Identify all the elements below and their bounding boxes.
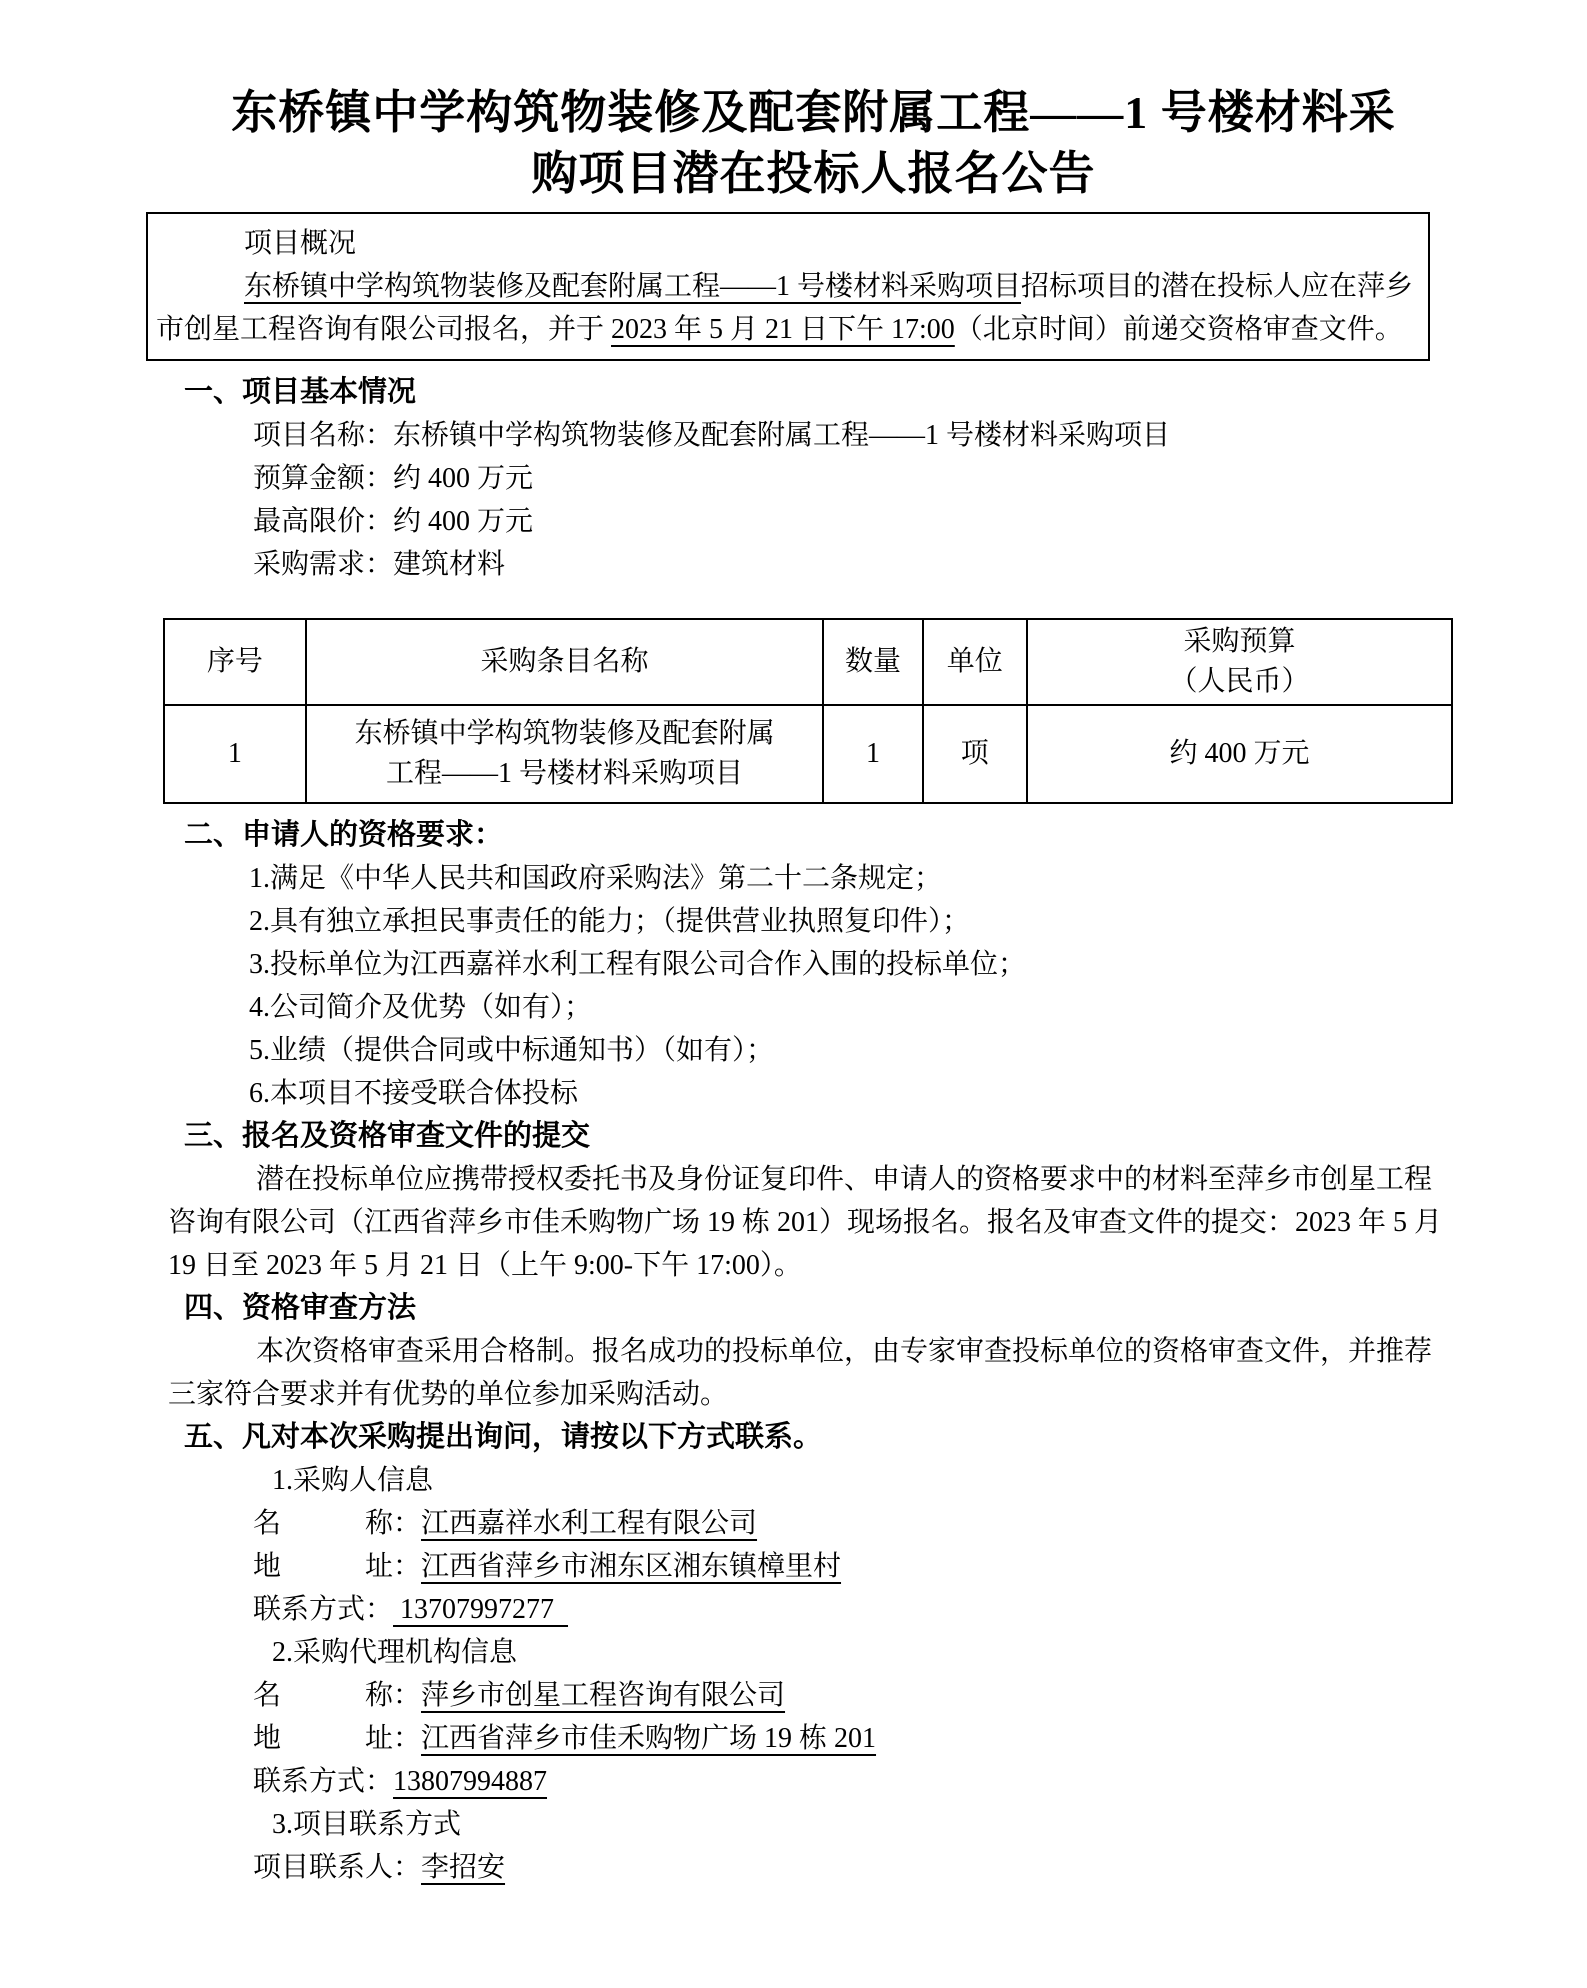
project-contact-person-label: 项目联系人： bbox=[253, 1852, 422, 1883]
section-3-paragraph: 潜在投标单位应携带授权委托书及身份证复印件、申请人的资格要求中的材料至萍乡市创星工程咨询有限公司（江西省萍乡市佳禾购物广场 19 栋 201）现场报名。报名及审查文件的提交：2023 年 5 月 19 日至 2023 年 5 月 21 日（上午 9:00-下午 17:00）。 bbox=[168, 1164, 1443, 1281]
agency-name-value: 萍乡市创星工程咨询有限公司 bbox=[421, 1680, 786, 1711]
purchaser-address-line bbox=[253, 1545, 1459, 1588]
agency-name-label: 名 称： bbox=[253, 1680, 422, 1711]
header-serial-number: 序号 bbox=[164, 619, 306, 705]
agency-phone-label: 联系方式： bbox=[253, 1766, 394, 1797]
header-budget-line1: 采购预算 bbox=[1183, 626, 1296, 657]
overview-deadline: 2023 年 5 月 21 日下午 17:00 bbox=[611, 314, 955, 345]
overview-middle-text: 招标项目的潜在投标人应在萍乡市创星工程咨询有限公司报名，并于 bbox=[156, 271, 1414, 345]
purchaser-phone-label: 联系方式： bbox=[253, 1594, 394, 1625]
field-project-name: 项目名称：东桥镇中学构筑物装修及配套附属工程——1 号楼材料采购项目 bbox=[253, 420, 1171, 451]
cell-serial-number: 1 bbox=[164, 705, 306, 803]
header-budget-line2: （人民币） bbox=[1169, 666, 1310, 697]
purchaser-address-value: 江西省萍乡市湘东区湘东镇樟里村 bbox=[421, 1551, 842, 1582]
agency-address-line bbox=[253, 1717, 1459, 1760]
requirement-item-4: 4.公司简介及优势（如有）； bbox=[249, 992, 593, 1023]
field-procurement-demand: 采购需求：建筑材料 bbox=[253, 549, 506, 580]
field-budget-amount: 预算金额：约 400 万元 bbox=[253, 463, 534, 494]
section-1-heading: 一、项目基本情况 bbox=[184, 376, 417, 408]
page-title: 东桥镇中学构筑物装修及配套附属工程——1 号楼材料采购项目潜在投标人报名公告 bbox=[231, 87, 1396, 199]
project-contact-label: 3.项目联系方式 bbox=[272, 1809, 462, 1840]
purchaser-phone-line bbox=[253, 1588, 1459, 1631]
cell-budget: 约 400 万元 bbox=[1027, 705, 1452, 803]
cell-quantity: 1 bbox=[823, 705, 922, 803]
header-item-name: 采购条目名称 bbox=[306, 619, 824, 705]
purchaser-name-value: 江西嘉祥水利工程有限公司 bbox=[421, 1508, 758, 1539]
agency-address-value: 江西省萍乡市佳禾购物广场 19 栋 201 bbox=[421, 1723, 877, 1754]
table-row bbox=[164, 705, 1452, 803]
table-header-row bbox=[164, 619, 1452, 705]
purchaser-info-label: 1.采购人信息 bbox=[272, 1465, 434, 1496]
section-3-heading: 三、报名及资格审查文件的提交 bbox=[184, 1120, 591, 1152]
section-4-heading: 四、资格审查方法 bbox=[184, 1292, 417, 1324]
overview-project-name: 东桥镇中学构筑物装修及配套附属工程——1 号楼材料采购项目 bbox=[244, 271, 1022, 302]
section-2-heading: 二、申请人的资格要求： bbox=[184, 819, 504, 851]
agency-phone-line bbox=[253, 1760, 1459, 1803]
field-price-limit: 最高限价：约 400 万元 bbox=[253, 506, 534, 537]
agency-address-label: 地 址： bbox=[253, 1723, 422, 1754]
header-quantity: 数量 bbox=[823, 619, 922, 705]
agency-info-label: 2.采购代理机构信息 bbox=[272, 1637, 518, 1668]
project-contact-person-line bbox=[253, 1846, 1459, 1889]
project-overview-box bbox=[146, 212, 1430, 361]
header-unit: 单位 bbox=[923, 619, 1027, 705]
requirement-item-3: 3.投标单位为江西嘉祥水利工程有限公司合作入围的投标单位； bbox=[249, 949, 1027, 980]
header-budget bbox=[1027, 619, 1452, 705]
purchaser-name-line bbox=[253, 1502, 1459, 1545]
cell-item-name-text: 东桥镇中学构筑物装修及配套附属工程——1 号楼材料采购项目 bbox=[354, 718, 775, 789]
agency-phone-value: 13807994887 bbox=[393, 1766, 548, 1797]
overview-label: 项目概况 bbox=[244, 228, 357, 259]
cell-item-name bbox=[306, 705, 824, 803]
section-5-heading: 五、凡对本次采购提出询问，请按以下方式联系。 bbox=[184, 1421, 823, 1453]
section-4-paragraph: 本次资格审查采用合格制。报名成功的投标单位，由专家审查投标单位的资格审查文件，并推荐三家符合要求并有优势的单位参加采购活动。 bbox=[168, 1336, 1433, 1410]
purchaser-address-label: 地 址： bbox=[253, 1551, 422, 1582]
purchaser-phone-value: 13707997277 bbox=[393, 1594, 569, 1625]
procurement-table bbox=[163, 618, 1453, 804]
purchaser-name-label: 名 称： bbox=[253, 1508, 422, 1539]
requirement-item-6: 6.本项目不接受联合体投标 bbox=[249, 1078, 579, 1109]
requirement-item-2: 2.具有独立承担民事责任的能力；（提供营业执照复印件）； bbox=[249, 906, 971, 937]
overview-tail-text: （北京时间）前递交资格审查文件。 bbox=[954, 314, 1403, 345]
agency-name-line bbox=[253, 1674, 1459, 1717]
project-contact-person-value: 李招安 bbox=[421, 1852, 506, 1883]
requirement-item-1: 1.满足《中华人民共和国政府采购法》第二十二条规定； bbox=[249, 863, 943, 894]
overview-paragraph bbox=[156, 265, 1418, 351]
cell-unit: 项 bbox=[923, 705, 1027, 803]
requirement-item-5: 5.业绩（提供合同或中标通知书）（如有）； bbox=[249, 1035, 775, 1066]
